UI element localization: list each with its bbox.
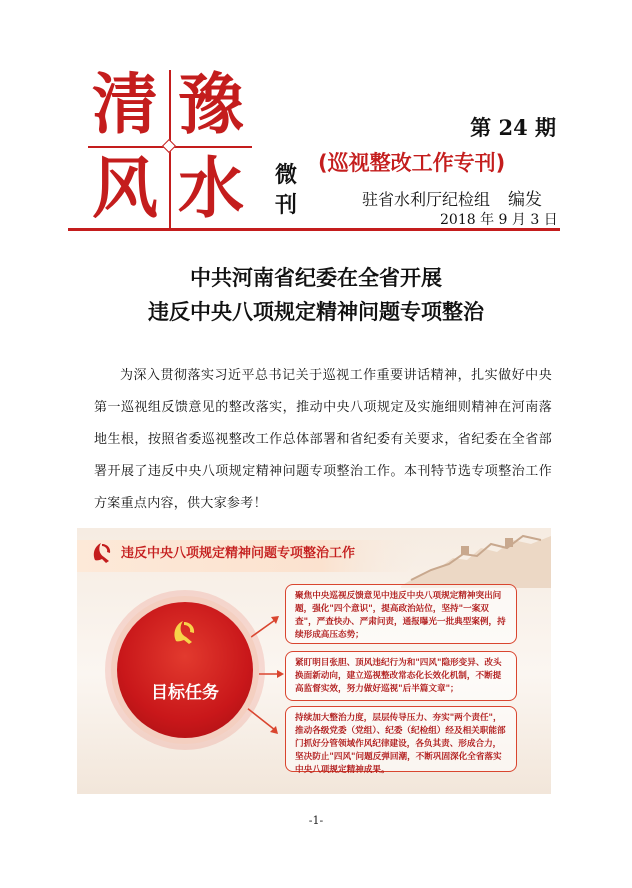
- article-body: 为深入贯彻落实习近平总书记关于巡视工作重要讲话精神，扎实做好中央第一巡视组反馈意见的整改落实，推动中央八项规定及实施细则精神在河南落地生根，按照省委巡视整改工作总体部署和省纪委有关要求，省纪委在全省部署开展了违反中央八项规定精神问题专项整治工作。本刊特节选专项整治工作方案重点内容，供大家参考！: [94, 368, 552, 511]
- masthead-subtitle: [272, 160, 300, 220]
- task-item-1: 聚焦中央巡视反馈意见中违反中央八项规定精神突出问题，强化"四个意识"，提高政治站位，坚持"一案双查"，严查快办、严肃问责，通报曝光一批典型案例，持续形成高压态势；: [285, 584, 517, 644]
- infographic-panel: [77, 528, 551, 794]
- target-task-circle: [117, 602, 253, 738]
- header-rule: [68, 228, 560, 231]
- task-item-3: 持续加大整治力度，层层传导压力、夯实"两个责任"，推动各级党委（党组）、纪委（纪检组）经及相关职能部门抓好分管领域作风纪律建设，各负其责、形成合力，坚决防止"四风"问题反弹回潮，不断巩固深化全省落实中央八项规定精神成果。: [285, 706, 517, 772]
- masthead-char-yu: 豫: [178, 66, 244, 143]
- issue-date: 2018 年 9 月 3 日: [440, 212, 558, 228]
- masthead-diamond-icon: [162, 139, 176, 153]
- publisher-name: 驻省水利厅纪检组: [362, 190, 491, 209]
- masthead-sub-wei: 微: [274, 162, 297, 188]
- article-title-line-1: 中共河南省纪委在全省开展: [190, 266, 442, 290]
- article-title-line-2: 违反中央八项规定精神问题专项整治: [148, 300, 484, 324]
- publisher-tag: 编发: [508, 190, 543, 210]
- publisher-line: [362, 185, 542, 210]
- masthead-char-shui: 水: [178, 150, 244, 227]
- special-issue-label: (巡视整改工作专刊): [318, 151, 506, 175]
- masthead-sub-kan: 刊: [274, 192, 297, 218]
- target-task-label: 目标任务: [151, 683, 219, 703]
- hammer-sickle-icon: [169, 616, 201, 648]
- task-item-2: 紧盯明目张胆、顶风违纪行为和"四风"隐形变异、改头换面新动向，建立巡视整改常态化长效化机制，不断提高监督实效，努力做好巡视"后半篇文章"；: [285, 651, 517, 701]
- infographic-title: 违反中央八项规定精神问题专项整治工作: [121, 546, 356, 561]
- masthead-char-feng: 风: [92, 150, 158, 227]
- page-number: -1-: [308, 814, 324, 827]
- masthead-char-qing: 清: [92, 66, 158, 143]
- masthead-logo: [88, 66, 252, 228]
- issue-number: 第 24 期: [470, 115, 556, 140]
